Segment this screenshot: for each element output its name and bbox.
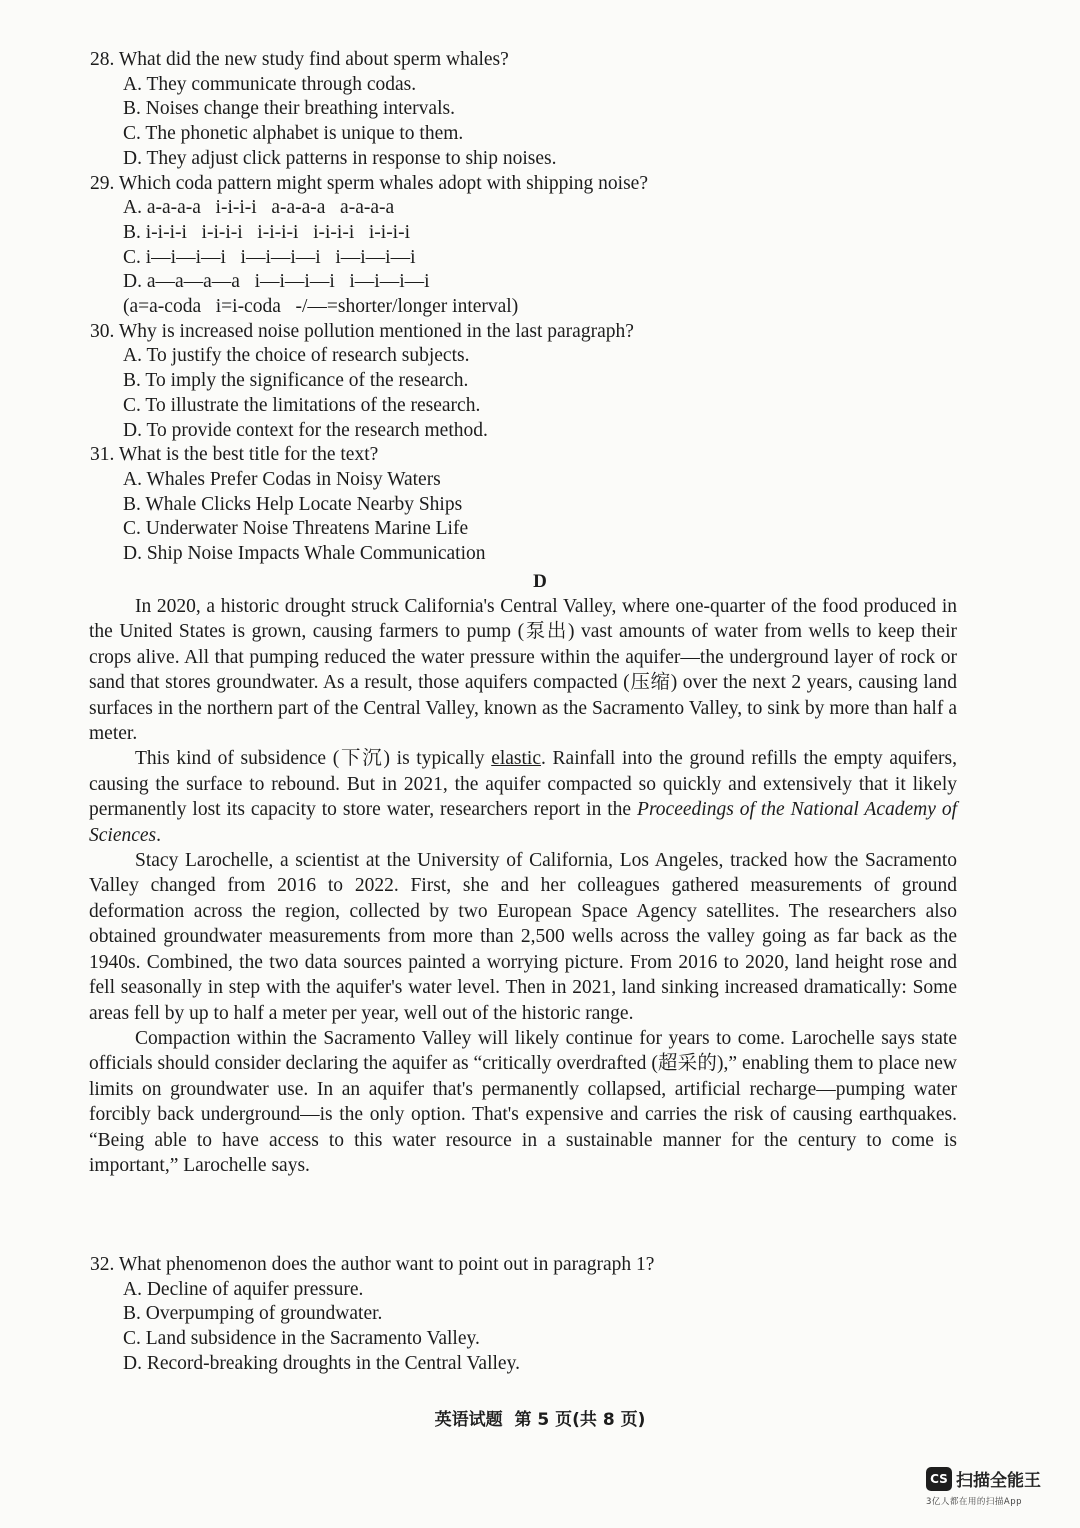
scanner-logo-icon: CS: [926, 1467, 952, 1491]
q30-option-b: B. To imply the significance of the research.: [123, 370, 469, 392]
q29-option-c: C. i—i—i—i i—i—i—i i—i—i—i: [123, 246, 416, 268]
q28-option-b: B. Noises change their breathing intervals.: [123, 98, 455, 120]
q31-option-a: A. Whales Prefer Codas in Noisy Waters: [123, 468, 441, 490]
q28-option-c: C. The phonetic alphabet is unique to them.: [123, 123, 464, 145]
q29-option-a: A. a-a-a-a i-i-i-i a-a-a-a a-a-a-a: [123, 197, 395, 219]
question-30-stem: 30. Why is increased noise pollution mentioned in the last paragraph?: [90, 320, 634, 342]
page-footer: 英语试题 第 5 页(共 8 页): [434, 1410, 646, 1430]
q31-option-c: C. Underwater Noise Threatens Marine Life: [123, 518, 469, 540]
q31-option-b: B. Whale Clicks Help Locate Nearby Ships: [123, 493, 463, 515]
q30-option-d: D. To provide context for the research method.: [123, 419, 488, 441]
q29-legend: (a=a-coda i=i-coda -/—=shorter/longer interval): [123, 296, 519, 318]
q32-option-b: B. Overpumping of groundwater.: [123, 1303, 383, 1325]
question-29-stem: 29. Which coda pattern might sperm whales adopt with shipping noise?: [90, 172, 648, 194]
question-28-stem: 28. What did the new study find about sperm whales?: [90, 49, 509, 70]
passage-paragraph-3: Stacy Larochelle, a scientist at the University of California, Los Angeles, tracked how the Sacramento Valley changed from 2016 to 2022. First, she and her colleagues gathered measurements of ground deformation across the region, collected by two European Space Agency satellites. The researchers also obtained groundwater measurements from more than 2,500 wells across the valley going as far back as the 1940s. Combined, the two data sources painted a worrying picture. From 2016 to 2020, land height rose and fell seasonally in step with the aquifer's water level. Then in 2021, land sinking increased dramatically: Some areas fell by up to half a meter per year, well out of the historic range.: [89, 850, 957, 1024]
p2-text-b: . Rainfall into the ground refills the empty aquifers, causing the surface to rebound. But in 2021, the aquifer compacted so quickly and extensively that it likely permanently lost its capacity to store water, researchers report in the: [89, 748, 957, 821]
q31-option-d: D. Ship Noise Impacts Whale Communication: [123, 543, 486, 565]
question-32-stem: 32. What phenomenon does the author want to point out in paragraph 1?: [90, 1254, 655, 1275]
questions-28-31: [90, 48, 970, 567]
journal-name: Proceedings of the National Academy of Sciences: [89, 799, 957, 846]
question-32: [90, 1253, 970, 1377]
q32-option-d: D. Record-breaking droughts in the Central Valley.: [123, 1352, 520, 1374]
scanner-watermark: [926, 1466, 1056, 1507]
q29-option-b: B. i-i-i-i i-i-i-i i-i-i-i i-i-i-i i-i-i-i: [123, 221, 411, 243]
question-31-stem: 31. What is the best title for the text?: [90, 444, 379, 466]
passage-paragraph-4: Compaction within the Sacramento Valley will likely continue for years to come. Larochelle says state officials should consider declaring the aquifer as “critically overdrafted (超采的),” enabling them to place new limits on groundwater use. In an aquifer that's permanently collapsed, artificial recharge—pumping water forcibly back underground—is the only option. That's expensive and carries the risk of causing earthquakes. “Being able to have access to this water resource in a sustainable manner for the century to come is important,” Larochelle says.: [89, 1027, 957, 1176]
passage-paragraph-1: In 2020, a historic drought struck California's Central Valley, where one-quarter of the food produced in the United States is grown, causing farmers to pump (泵出) vast amounts of water from wells to keep their crops alive. All that pumping reduced the water pressure within the aquifer—the underground layer of rock or sand that stores groundwater. As a result, those aquifers compacted (压缩) over the next 2 years, causing land surfaces in the northern part of the Central Valley, known as the Sacramento Valley, to sink by more than half a meter.: [89, 596, 957, 745]
q32-option-c: C. Land subsidence in the Sacramento Valley.: [123, 1328, 480, 1350]
passage-d: [89, 594, 957, 1178]
passage-paragraph-2: [89, 746, 957, 848]
q30-option-c: C. To illustrate the limitations of the research.: [123, 394, 481, 416]
section-heading-d: D: [533, 571, 547, 592]
q30-option-a: A. To justify the choice of research subjects.: [123, 345, 470, 367]
p2-text-a: This kind of subsidence (下沉) is typically: [135, 748, 492, 770]
underlined-word-elastic: elastic: [491, 748, 542, 770]
q28-option-a: A. They communicate through codas.: [123, 73, 417, 95]
q32-option-a: A. Decline of aquifer pressure.: [123, 1278, 364, 1300]
q29-option-d: D. a—a—a—a i—i—i—i i—i—i—i: [123, 271, 430, 293]
p2-text-c: .: [156, 824, 162, 846]
scanner-app-name: 扫描全能王: [956, 1471, 1041, 1491]
scanner-tagline: 3亿人都在用的扫描App: [926, 1497, 1023, 1507]
q28-option-d: D. They adjust click patterns in response to ship noises.: [123, 147, 557, 169]
